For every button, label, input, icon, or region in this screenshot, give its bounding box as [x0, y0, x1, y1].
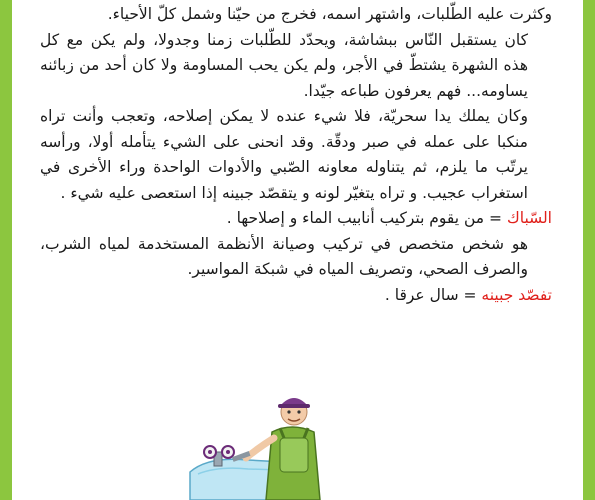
vocab-sep: = [484, 209, 507, 227]
vocab-sep: = [458, 285, 482, 304]
right-border [583, 0, 595, 500]
vocab-definition: من يقوم بتركيب أنابيب الماء و إصلاحها . [226, 209, 485, 227]
paragraph-1: وكثرت عليه الطّلبات، واشتهر اسمه، فخرج من حيّنا وشمل كلّ الأحياء. [107, 5, 552, 23]
vocab-definition: هو شخص متخصص في تركيب وصيانة الأنظمة المستخدمة لمياه الشرب، والصرف الصحي، وتصريف المياه في شبكة المواسير. [40, 234, 528, 278]
vocab-line-1 [40, 206, 552, 232]
paragraph-2: كان يستقبل النّاس ببشاشة، ويحدّد للطّلبات زمنا وجدولا، ولم يكن مع كل هذه الشهرة يشتطّ في الأجر، ولم يكن يحب المساومة ولا كان أحد من زبائنه يساومه... فهم يعرفون طباعه جيّدا. [40, 30, 528, 100]
vocab-term: السّباك [506, 209, 552, 227]
story-text [40, 2, 552, 308]
plumber-illustration [188, 392, 338, 500]
vocab-term: تفصّد جبينه [481, 285, 552, 304]
vocab-definition: سال عرقا . [384, 285, 459, 304]
paragraph-3: وكان يملك يدا سحريّة، فلا شيء عنده لا يمكن إصلاحه، وتعجب وأنت تراه منكبا على عمله في صبر ودقّة. وقد انحنى على الشيء يتأمله أولا، ورأسه يرتّب ما يلزم، ثم يتناوله معاونه الصّبي والأدوات الواحدة وراء الأخرى في استغراب عجيب. و تراه يتغيّر لونه و يتقصّد جبينه إذا استعصى عليه شيء . [40, 107, 528, 202]
vocab-line-3 [40, 283, 552, 309]
vocab-line-2 [40, 232, 552, 283]
left-border [0, 0, 12, 500]
